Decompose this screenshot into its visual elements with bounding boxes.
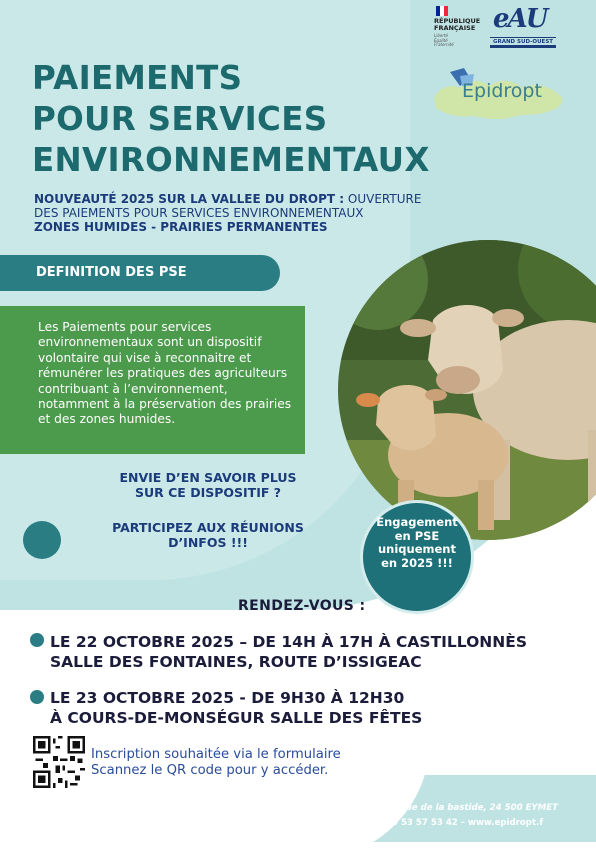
title-line: PAIEMENTS — [32, 59, 243, 97]
page-title — [32, 58, 552, 181]
ask-line: D’INFOS !!! — [168, 535, 248, 550]
definition-text: Les Paiements pour services environnementaux sont un dispositif volontaire qui vise à reconnaitre et rémunérer les pratiques des agriculteurs contribuant à l’environnement, notamment à la préservation des prairies et des zones humides. — [38, 320, 292, 427]
engagement-line: en 2025 !!! — [381, 555, 453, 570]
motto-line: Fraternité — [434, 42, 454, 47]
subtitle-bold: NOUVEAUTÉ 2025 SUR LA VALLEE DU DROPT : — [34, 192, 345, 206]
motto-line: Liberté — [434, 33, 449, 38]
french-flag-icon — [436, 6, 448, 16]
inscription-line: Inscription souhaitée via le formulaire — [91, 747, 341, 762]
rendez-vous-heading: RENDEZ-VOUS : — [238, 598, 366, 614]
title-line: ENVIRONNEMENTAUX — [32, 141, 430, 179]
title-line: POUR SERVICES — [32, 100, 328, 138]
subtitle-line: DES PAIEMENTS POUR SERVICES ENVIRONNEMENTAUX — [34, 206, 364, 220]
definition-heading: DEFINITION DES PSE — [36, 265, 187, 280]
event-2 — [50, 688, 580, 728]
event-line: LE 22 OCTOBRE 2025 – DE 14H À 17H À CASTILLONNÈS — [50, 633, 528, 651]
engagement-line: uniquement — [377, 542, 456, 556]
qr-code[interactable] — [33, 736, 85, 788]
inscription-line: Scannez le QR code pour y accéder. — [91, 763, 329, 778]
decorative-dot — [23, 521, 61, 559]
event-1 — [50, 632, 580, 672]
inscription-text — [91, 747, 341, 779]
join-meetings-callout — [78, 520, 338, 550]
event-line: SALLE DES FONTAINES, ROUTE D’ISSIGEAC — [50, 653, 422, 671]
engagement-text — [366, 516, 468, 570]
subtitle-line-bold: ZONES HUMIDES - PRAIRIES PERMANENTES — [34, 220, 328, 234]
engagement-line: en PSE — [394, 528, 440, 543]
ask-line: PARTICIPEZ AUX RÉUNIONS — [112, 520, 304, 535]
ask-line: SUR CE DISPOSITIF ? — [135, 485, 281, 500]
francaise-line: FRANÇAISE — [434, 24, 476, 32]
eau-logo-subtitle: GRAND SUD-OUEST — [490, 37, 556, 45]
page-subtitle — [34, 192, 554, 234]
republique-francaise-logo — [434, 18, 480, 32]
engagement-line: Engagement — [376, 515, 458, 529]
event-bullet — [30, 690, 44, 704]
eau-logo-bar — [490, 45, 556, 48]
subtitle-rest: OUVERTURE — [344, 192, 422, 206]
footer-address: 23 Avenue de la bastide, 24 500 EYMET — [367, 803, 558, 813]
republique-motto — [434, 34, 454, 48]
epidropt-logo-text: Epidropt — [462, 80, 542, 102]
motto-line: Égalité — [434, 37, 448, 43]
ask-line: ENVIE D’EN SAVOIR PLUS — [119, 470, 297, 485]
event-line: À COURS-DE-MONSÉGUR SALLE DES FÊTES — [50, 709, 423, 727]
republique-line: RÉPUBLIQUE — [434, 17, 481, 25]
eau-logo-title: eAU — [493, 4, 547, 34]
more-info-question — [78, 470, 338, 500]
footer-contact[interactable]: 05 53 57 53 42 – www.epidropt.f — [386, 818, 544, 828]
event-line: LE 23 OCTOBRE 2025 - DE 9H30 À 12H30 — [50, 689, 405, 707]
event-bullet — [30, 633, 44, 647]
